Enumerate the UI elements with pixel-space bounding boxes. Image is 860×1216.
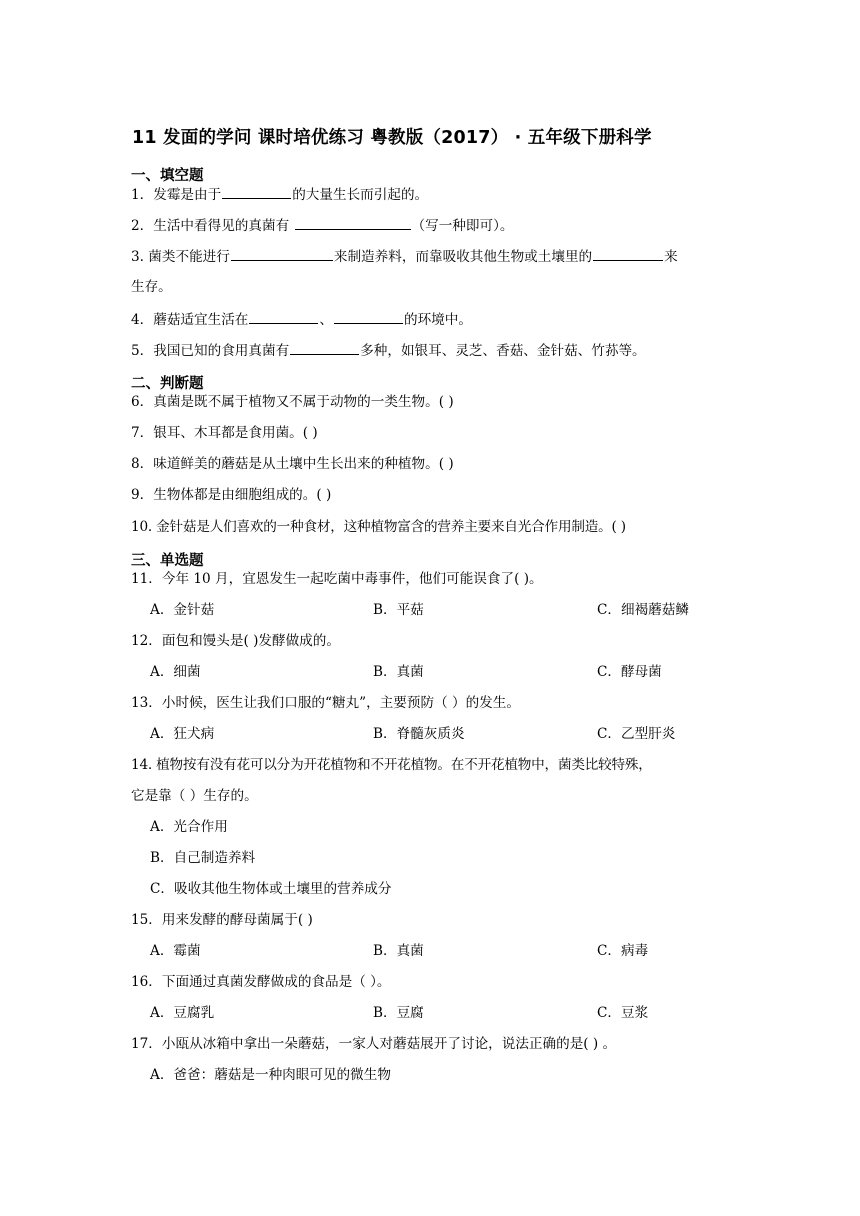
question-11: 11．今年 10 月，宜恩发生一起吃菌中毒事件，他们可能误食了( )。 xyxy=(131,571,543,587)
question-9: 9．生物体都是由细胞组成的。( ) xyxy=(131,487,332,503)
question-15: 15．用来发酵的酵母菌属于( ) xyxy=(131,912,313,928)
question-12: 12．面包和馒头是( )发酵做成的。 xyxy=(131,633,340,649)
question-10: 10. 金针菇是人们喜欢的一种食材，这种植物富含的营养主要来自光合作用制造。( ) xyxy=(131,519,626,535)
q3-text-a: 3. 菌类不能进行 xyxy=(131,249,230,265)
q12-option-b[interactable]: B．真菌 xyxy=(373,664,424,680)
q12-option-a[interactable]: A．细菌 xyxy=(150,664,201,680)
q2-text-a: 2．生活中看得见的真菌有 xyxy=(131,218,294,234)
q1-text-b: 的大量生长而引起的。 xyxy=(292,187,429,203)
question-17: 17．小瓯从冰箱中拿出一朵蘑菇，一家人对蘑菇展开了讨论，说法正确的是( ) 。 xyxy=(131,1036,617,1052)
q13-option-a[interactable]: A．狂犬病 xyxy=(150,726,215,742)
question-3-continued: 生存。 xyxy=(131,279,172,295)
answer-blank[interactable] xyxy=(593,246,663,261)
q14-option-b[interactable]: B．自己制造养料 xyxy=(150,850,256,866)
question-5 xyxy=(131,340,646,361)
q4-text-a: 4．蘑菇适宜生活在 xyxy=(131,312,249,328)
q5-text-a: 5．我国已知的食用真菌有 xyxy=(131,343,290,359)
q2-text-b: （写一种即可）。 xyxy=(411,218,514,234)
q12-option-c[interactable]: C．酵母菌 xyxy=(597,664,662,680)
q15-option-c[interactable]: C．病毒 xyxy=(597,943,649,959)
answer-blank[interactable] xyxy=(334,309,403,324)
q13-option-b[interactable]: B．脊髓灰质炎 xyxy=(373,726,465,742)
q15-option-b[interactable]: B．真菌 xyxy=(373,943,424,959)
q3-text-b: 来制造养料，而靠吸收其他生物或土壤里的 xyxy=(333,249,593,265)
section-heading-choice: 三、单选题 xyxy=(131,553,204,569)
question-1 xyxy=(131,184,428,205)
q17-option-a[interactable]: A．爸爸：蘑菇是一种肉眼可见的微生物 xyxy=(150,1067,391,1083)
q13-option-c[interactable]: C．乙型肝炎 xyxy=(597,726,676,742)
q15-option-a[interactable]: A．霉菌 xyxy=(150,943,201,959)
answer-blank[interactable] xyxy=(222,184,291,199)
question-7: 7．银耳、木耳都是食用菌。( ) xyxy=(131,425,318,441)
answer-blank[interactable] xyxy=(295,215,411,230)
section-heading-judge: 二、判断题 xyxy=(131,376,204,392)
q16-option-c[interactable]: C．豆浆 xyxy=(597,1005,649,1021)
q4-text-c: 的环境中。 xyxy=(404,312,472,328)
question-3 xyxy=(131,246,678,267)
answer-blank[interactable] xyxy=(290,340,359,355)
q14-option-a[interactable]: A．光合作用 xyxy=(150,819,228,835)
q16-option-a[interactable]: A．豆腐乳 xyxy=(150,1005,215,1021)
question-2 xyxy=(131,215,513,236)
answer-blank[interactable] xyxy=(249,309,318,324)
section-heading-fill: 一、填空题 xyxy=(131,168,204,184)
q16-option-b[interactable]: B．豆腐 xyxy=(373,1005,424,1021)
answer-blank[interactable] xyxy=(231,246,333,261)
question-6: 6．真菌是既不属于植物又不属于动物的一类生物。( ) xyxy=(131,394,454,410)
q14-option-c[interactable]: C．吸收其他生物体或土壤里的营养成分 xyxy=(150,881,392,897)
question-14: 14. 植物按有没有花可以分为开花植物和不开花植物。在不开花植物中，菌类比较特殊， xyxy=(131,757,652,773)
q11-option-b[interactable]: B．平菇 xyxy=(373,602,424,618)
question-14-continued: 它是靠（ ）生存的。 xyxy=(131,788,258,804)
q11-option-a[interactable]: A．金针菇 xyxy=(150,602,215,618)
page-title: 11 发面的学问 课时培优练习 粤教版（2017） · 五年级下册科学 xyxy=(132,128,652,148)
q4-text-b: 、 xyxy=(319,312,333,328)
q1-text-a: 1．发霉是由于 xyxy=(131,187,222,203)
question-16: 16．下面通过真菌发酵做成的食品是（ ）。 xyxy=(131,974,391,990)
question-8: 8．味道鲜美的蘑菇是从土壤中生长出来的种植物。( ) xyxy=(131,456,454,472)
q11-option-c[interactable]: C．细褐蘑菇鳞 xyxy=(597,602,689,618)
q3-text-c: 来 xyxy=(664,249,678,265)
question-13: 13．小时候，医生让我们口服的“糖丸”，主要预防（ ）的发生。 xyxy=(131,695,520,711)
q5-text-b: 多种，如银耳、灵芝、香菇、金针菇、竹荪等。 xyxy=(360,343,646,359)
question-4 xyxy=(131,309,472,330)
